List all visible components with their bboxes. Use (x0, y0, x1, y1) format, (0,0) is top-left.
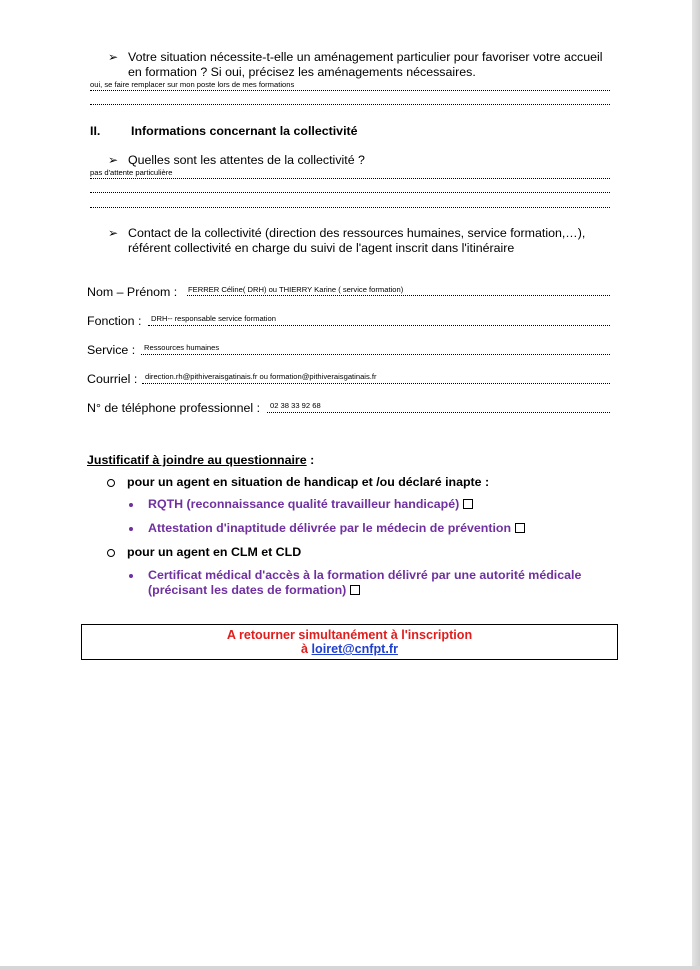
value-nom-prenom: FERRER Céline( DRH) ou THIERRY Karine ( service formation) (188, 285, 404, 294)
section-title: Informations concernant la collectivité (131, 124, 358, 138)
item-certificat-line: Certificat médical d'accès à la formation délivré par une autorité médicale (148, 568, 582, 582)
value-courriel: direction.rh@pithiveraisgatinais.fr ou formation@pithiveraisgatinais.fr (145, 372, 377, 381)
value-service: Ressources humaines (144, 343, 220, 352)
notice-email-line (82, 642, 617, 656)
field-line (267, 412, 610, 413)
answer-line (90, 90, 610, 91)
item-rqth (148, 497, 473, 511)
question-line: en formation ? Si oui, précisez les aménagements nécessaires. (128, 65, 476, 79)
notice-text: A retourner simultanément à l'inscription (226, 628, 473, 642)
question-contact (128, 226, 585, 256)
question-line: Votre situation nécessite-t-elle un aménagement particulier pour favoriser votre accueil (128, 50, 603, 64)
answer-amenagement: oui, se faire remplacer sur mon poste lors de mes formations (90, 80, 295, 89)
question-line: Contact de la collectivité (direction des ressources humaines, service formation,…), (128, 226, 586, 240)
circle-bullet-icon (107, 479, 115, 487)
bullet-dot-icon (129, 574, 133, 578)
arrow-bullet-icon: ➢ (108, 226, 119, 240)
page-edge-right (692, 0, 700, 970)
page-edge-bottom (0, 966, 700, 970)
item-inaptitude-label: Attestation d'inaptitude délivrée par le médecin de prévention (148, 521, 512, 535)
bullet-dot-icon (129, 527, 133, 531)
value-telephone: 02 38 33 92 68 (270, 401, 321, 410)
group-handicap-title: pour un agent en situation de handicap et /ou déclaré inapte : (127, 475, 490, 489)
field-line (148, 325, 610, 326)
field-line (141, 354, 610, 355)
item-inaptitude (148, 521, 525, 535)
notice-box (81, 624, 618, 660)
answer-attentes: pas d'attente particulière (90, 168, 173, 177)
answer-line (90, 207, 610, 208)
notice-prefix: à (301, 642, 312, 656)
section-number: II. (90, 124, 101, 138)
arrow-bullet-icon: ➢ (108, 153, 119, 167)
label-telephone: N° de téléphone professionnel : (87, 401, 261, 415)
question-amenagement (128, 50, 603, 80)
item-certificat (148, 568, 581, 598)
email-link[interactable]: loiret@cnfpt.fr (311, 642, 398, 656)
label-fonction: Fonction : (87, 314, 142, 328)
checkbox-icon (350, 585, 360, 595)
circle-bullet-icon (107, 549, 115, 557)
item-certificat-line: (précisant les dates de formation) (148, 583, 347, 597)
justificatif-colon: : (306, 453, 315, 467)
checkbox-icon (463, 499, 473, 509)
group-clm-title: pour un agent en CLM et CLD (127, 545, 302, 559)
label-service: Service : (87, 343, 136, 357)
justificatif-title: Justificatif à joindre au questionnaire (87, 453, 307, 467)
justificatif-heading (87, 453, 314, 467)
label-nom-prenom: Nom – Prénom : (87, 285, 178, 299)
question-line: référent collectivité en charge du suivi de l'agent inscrit dans l'itinéraire (128, 241, 515, 255)
answer-line (90, 104, 610, 105)
checkbox-icon (515, 523, 525, 533)
field-line (142, 383, 610, 384)
arrow-bullet-icon: ➢ (108, 50, 119, 64)
question-attentes: Quelles sont les attentes de la collectivité ? (128, 153, 365, 167)
label-courriel: Courriel : (87, 372, 138, 386)
answer-line (90, 192, 610, 193)
answer-line (90, 178, 610, 179)
value-fonction: DRH-- responsable service formation (151, 314, 276, 323)
field-line (187, 295, 610, 296)
bullet-dot-icon (129, 503, 133, 507)
item-rqth-label: RQTH (reconnaissance qualité travailleur handicapé) (148, 497, 460, 511)
